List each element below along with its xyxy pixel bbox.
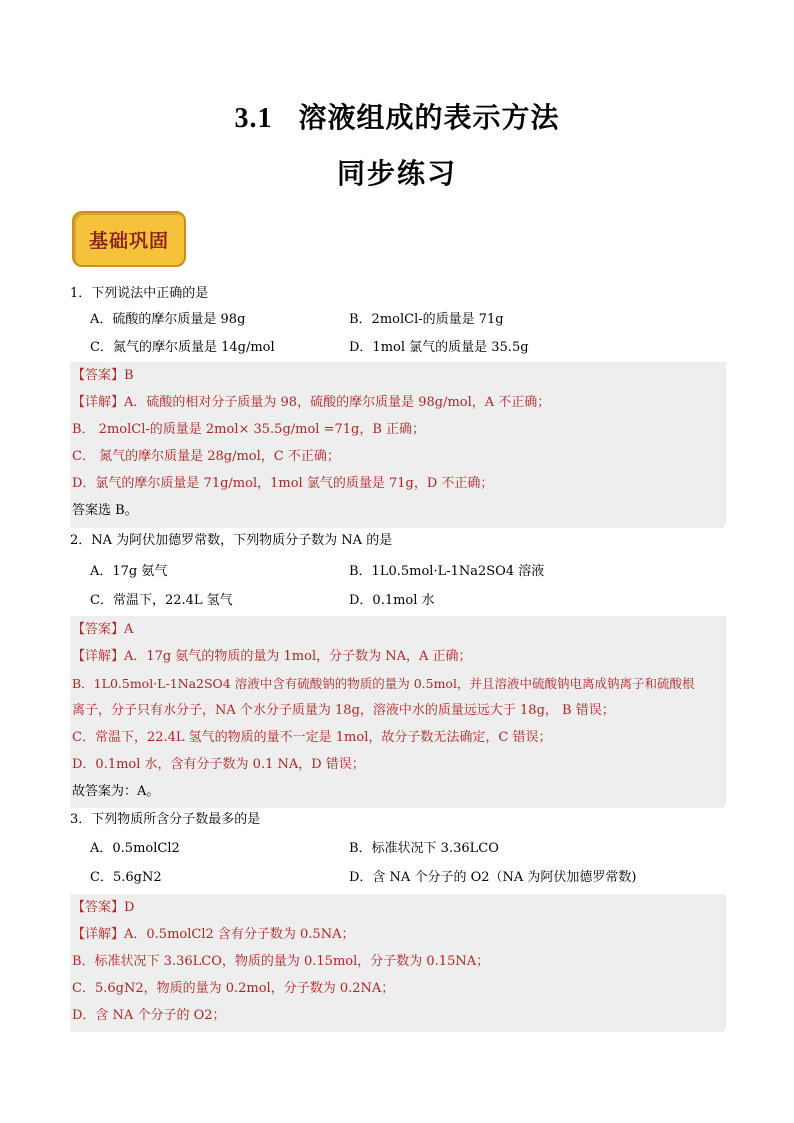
q3-explanation-2: B．标准状况下 3.36LCO，物质的量为 0.15mol，分子数为 0.15NA； — [70, 948, 726, 975]
page-title — [0, 96, 794, 136]
q1-option-c: C．氮气的摩尔质量是 14g/mol — [90, 340, 275, 355]
q3-option-d: D．含 NA 个分子的 O2（NA 为阿伏加德罗常数) — [349, 870, 637, 885]
q3-option-a: A．0.5molCl2 — [90, 841, 180, 856]
q2-option-c: C．常温下，22.4L 氢气 — [90, 593, 233, 608]
q3-option-b: B．标准状况下 3.36LCO — [349, 841, 499, 856]
q2-explanation-4: C．常温下，22.4L 氢气的物质的量不一定是 1mol，故分子数无法确定，C 错误； — [70, 724, 726, 751]
q2-explanation-2: B．1L0.5mol·L-1Na2SO4 溶液中含有硫酸钠的物质的量为 0.5mol，并且溶液中硫酸钠电离成钠离子和硫酸根 — [70, 670, 726, 697]
q3-stem: 3．下列物质所含分子数最多的是 — [70, 812, 261, 827]
q1-option-b: B．2molCl-的质量是 71g — [349, 312, 504, 327]
q3-explanation-4: D．含 NA 个分子的 O2； — [70, 1002, 726, 1029]
q2-explanation-5: D．0.1mol 水，含有分子数为 0.1 NA，D 错误； — [70, 751, 726, 778]
q1-explanation-5: 答案选 B。 — [70, 497, 726, 524]
q2-option-b: B．1L0.5mol·L-1Na2SO4 溶液 — [349, 564, 545, 579]
q2-stem: 2．NA 为阿伏加德罗常数，下列物质分子数为 NA 的是 — [70, 533, 393, 548]
section-badge: 基础巩固 — [72, 211, 186, 267]
q1-option-d: D．1mol 氯气的质量是 35.5g — [349, 340, 529, 355]
title-main: 溶液组成的表示方法 — [298, 101, 560, 134]
q1-answer: 【答案】B — [70, 362, 726, 389]
q2-explanation-6: 故答案为：A。 — [70, 778, 726, 805]
q3-answer: 【答案】D — [70, 894, 726, 921]
q1-explanation-3: C． 氮气的摩尔质量是 28g/mol，C 不正确； — [70, 443, 726, 470]
q2-explanation-1: 【详解】A．17g 氨气的物质的量为 1mol，分子数为 NA，A 正确； — [70, 643, 726, 670]
page-subtitle: 同步练习 — [336, 157, 457, 190]
q1-option-a: A．硫酸的摩尔质量是 98g — [90, 312, 246, 327]
q3-explanation-3: C．5.6gN2，物质的量为 0.2mol，分子数为 0.2NA； — [70, 975, 726, 1002]
q1-explanation-4: D．氯气的摩尔质量是 71g/mol，1mol 氯气的质量是 71g，D 不正确； — [70, 470, 726, 497]
q3-option-c: C．5.6gN2 — [90, 870, 162, 885]
q2-option-a: A．17g 氨气 — [90, 564, 168, 579]
q1-stem: 1．下列说法中正确的是 — [70, 286, 209, 301]
section-number: 3.1 — [234, 103, 273, 134]
q1-explanation-2: B． 2molCl-的质量是 2mol× 35.5g/mol =71g，B 正确； — [70, 416, 726, 443]
q2-explanation-3: 离子，分子只有水分子，NA 个水分子质量为 18g，溶液中水的质量远远大于 18g， B 错误； — [70, 697, 726, 724]
q3-explanation-1: 【详解】A．0.5molCl2 含有分子数为 0.5NA； — [70, 921, 726, 948]
q1-explanation-1: 【详解】A．硫酸的相对分子质量为 98，硫酸的摩尔质量是 98g/mol，A 不正确； — [70, 389, 726, 416]
q2-answer: 【答案】A — [70, 616, 726, 643]
q2-option-d: D．0.1mol 水 — [349, 593, 435, 608]
